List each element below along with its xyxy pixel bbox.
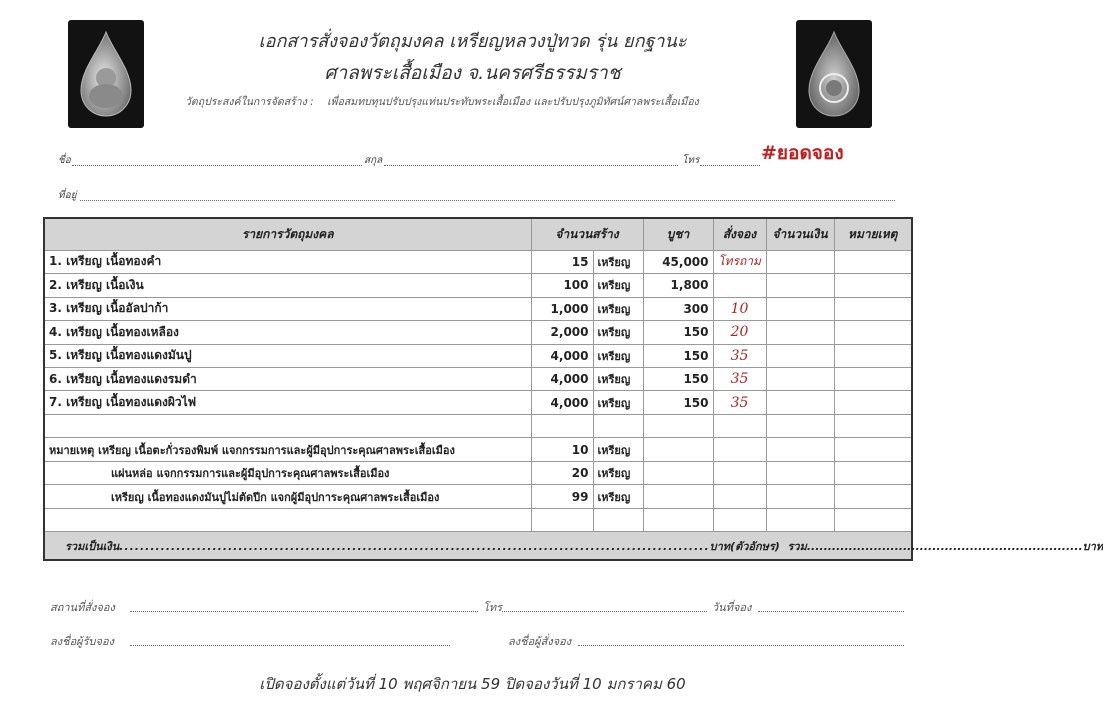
item-order[interactable]: 35 bbox=[713, 368, 766, 391]
note-text: เหรียญ เนื้อทองแดงมันปูไม่ตัดปีก แจกผู้มีอุปการะคุณศาลพระเสื้อเมือง bbox=[44, 485, 531, 508]
item-amount[interactable] bbox=[766, 274, 834, 297]
table-row bbox=[44, 344, 912, 367]
item-price: 150 bbox=[643, 391, 713, 414]
item-price: 300 bbox=[643, 297, 713, 320]
blank-row bbox=[44, 414, 912, 437]
orderer-signature-field[interactable] bbox=[578, 645, 904, 646]
orderer-label: ลงชื่อผู้สั่งจอง bbox=[508, 635, 572, 648]
note-text: แผ่นหล่อ แจกกรรมการและผู้มีอุปการะคุณศาลพระเสื้อเมือง bbox=[44, 461, 531, 484]
table-row bbox=[44, 297, 912, 320]
item-remark[interactable] bbox=[834, 297, 912, 320]
item-price: 150 bbox=[643, 344, 713, 367]
note-unit: เหรียญ bbox=[593, 461, 643, 484]
item-remark[interactable] bbox=[834, 344, 912, 367]
note-qty: 99 bbox=[531, 485, 593, 508]
total-sum-label: รวม bbox=[787, 539, 807, 553]
name-field[interactable] bbox=[72, 165, 362, 166]
place-label: สถานที่สั่งจอง bbox=[50, 601, 115, 614]
receiver-signature-field[interactable] bbox=[130, 645, 450, 646]
item-name: 6. เหรียญ เนื้อทองแดงรมดำ bbox=[44, 368, 531, 391]
receiver-label: ลงชื่อผู้รับจอง bbox=[50, 635, 114, 648]
item-amount[interactable] bbox=[766, 250, 834, 273]
item-order[interactable]: 35 bbox=[713, 344, 766, 367]
order-total-tag: #ยอดจอง bbox=[761, 142, 844, 164]
item-remark[interactable] bbox=[834, 321, 912, 344]
item-price: 150 bbox=[643, 368, 713, 391]
item-order[interactable]: โทรถาม bbox=[713, 250, 766, 273]
item-amount[interactable] bbox=[766, 368, 834, 391]
table-row bbox=[44, 368, 912, 391]
header-price: บูชา bbox=[643, 218, 713, 250]
table-row bbox=[44, 250, 912, 273]
item-order[interactable] bbox=[713, 274, 766, 297]
note-qty: 10 bbox=[531, 438, 593, 461]
header-item: รายการวัตถุมงคล bbox=[44, 218, 531, 250]
header-amount: จำนวนเงิน bbox=[766, 218, 834, 250]
item-unit: เหรียญ bbox=[593, 391, 643, 414]
item-name: 2. เหรียญ เนื้อเงิน bbox=[44, 274, 531, 297]
item-name: 7. เหรียญ เนื้อทองแดงผิวไฟ bbox=[44, 391, 531, 414]
item-unit: เหรียญ bbox=[593, 297, 643, 320]
purpose-label: วัตถุประสงค์ในการจัดสร้าง : bbox=[185, 96, 314, 108]
total-row bbox=[44, 532, 912, 560]
total-baht-label: บาท bbox=[1082, 539, 1103, 553]
item-price: 1,800 bbox=[643, 274, 713, 297]
item-unit: เหรียญ bbox=[593, 274, 643, 297]
item-price: 150 bbox=[643, 321, 713, 344]
item-amount[interactable] bbox=[766, 344, 834, 367]
item-remark[interactable] bbox=[834, 250, 912, 273]
date-label: วันที่จอง bbox=[712, 601, 752, 614]
date-field[interactable] bbox=[758, 611, 904, 612]
item-qty: 1,000 bbox=[531, 297, 593, 320]
sig-phone-field[interactable] bbox=[502, 611, 707, 612]
page-title: เอกสารสั่งจองวัตถุมงคล เหรียญหลวงปู่ทวด รุ่น ยกฐานะ bbox=[258, 31, 687, 52]
item-order[interactable]: 10 bbox=[713, 297, 766, 320]
item-name: 3. เหรียญ เนื้ออัลปาก้า bbox=[44, 297, 531, 320]
item-name: 5. เหรียญ เนื้อทองแดงมันปู bbox=[44, 344, 531, 367]
total-cell: รวมเป็นเงิน..................................................................................................................บาท(ตัวอักษร) รวม..................................................................บาท bbox=[44, 532, 912, 560]
note-row bbox=[44, 461, 912, 484]
header-qty: จำนวนสร้าง bbox=[531, 218, 643, 250]
item-order[interactable]: 20 bbox=[713, 321, 766, 344]
item-price: 45,000 bbox=[643, 250, 713, 273]
phone-label: โทร bbox=[682, 155, 700, 166]
item-name: 1. เหรียญ เนื้อทองคำ bbox=[44, 250, 531, 273]
table-row bbox=[44, 274, 912, 297]
note-text: หมายเหตุ เหรียญ เนื้อตะกั่วรองพิมพ์ แจกกรรมการและผู้มีอุปการะคุณศาลพระเสื้อเมือง bbox=[44, 438, 531, 461]
item-amount[interactable] bbox=[766, 297, 834, 320]
item-remark[interactable] bbox=[834, 274, 912, 297]
table-row bbox=[44, 391, 912, 414]
blank-row bbox=[44, 508, 912, 531]
item-name: 4. เหรียญ เนื้อทองเหลือง bbox=[44, 321, 531, 344]
purpose-line bbox=[185, 93, 775, 110]
item-unit: เหรียญ bbox=[593, 321, 643, 344]
address-field[interactable] bbox=[80, 200, 895, 201]
table-header-row bbox=[44, 218, 912, 250]
note-unit: เหรียญ bbox=[593, 438, 643, 461]
item-unit: เหรียญ bbox=[593, 368, 643, 391]
address-label: ที่อยู่ bbox=[58, 190, 77, 201]
header-remark: หมายเหตุ bbox=[834, 218, 912, 250]
header-order: สั่งจอง bbox=[713, 218, 766, 250]
item-qty: 15 bbox=[531, 250, 593, 273]
page-subtitle: ศาลพระเสื้อเมือง จ.นครศรีธรรมราช bbox=[324, 62, 621, 84]
place-field[interactable] bbox=[130, 611, 478, 612]
table-row bbox=[44, 321, 912, 344]
item-qty: 4,000 bbox=[531, 344, 593, 367]
item-order[interactable]: 35 bbox=[713, 391, 766, 414]
item-qty: 2,000 bbox=[531, 321, 593, 344]
purpose-text: เพื่อสมทบทุนปรับปรุงแท่นประทับพระเสื้อเมือง และปรับปรุงภูมิทัศน์ศาลพระเสื้อเมือง bbox=[327, 96, 699, 108]
note-row bbox=[44, 438, 912, 461]
item-unit: เหรียญ bbox=[593, 250, 643, 273]
surname-field[interactable] bbox=[384, 165, 678, 166]
item-qty: 4,000 bbox=[531, 391, 593, 414]
total-baht-text-label: บาท(ตัวอักษร) bbox=[709, 539, 780, 553]
item-remark[interactable] bbox=[834, 368, 912, 391]
surname-label: สกุล bbox=[364, 155, 383, 166]
booking-period-footer: เปิดจองตั้งแต่วันที่ 10 พฤศจิกายน 59 ปิดจองวันที่ 10 มกราคม 60 bbox=[259, 675, 686, 693]
order-table bbox=[43, 217, 1103, 561]
note-qty: 20 bbox=[531, 461, 593, 484]
phone-field[interactable] bbox=[700, 165, 760, 166]
note-unit: เหรียญ bbox=[593, 485, 643, 508]
name-label: ชื่อ bbox=[58, 155, 71, 166]
item-qty: 4,000 bbox=[531, 368, 593, 391]
item-qty: 100 bbox=[531, 274, 593, 297]
item-amount[interactable] bbox=[766, 391, 834, 414]
note-row bbox=[44, 485, 912, 508]
item-amount[interactable] bbox=[766, 321, 834, 344]
total-label: รวมเป็นเงิน bbox=[65, 539, 120, 553]
item-unit: เหรียญ bbox=[593, 344, 643, 367]
item-remark[interactable] bbox=[834, 391, 912, 414]
sig-phone-label: โทร bbox=[483, 601, 503, 614]
